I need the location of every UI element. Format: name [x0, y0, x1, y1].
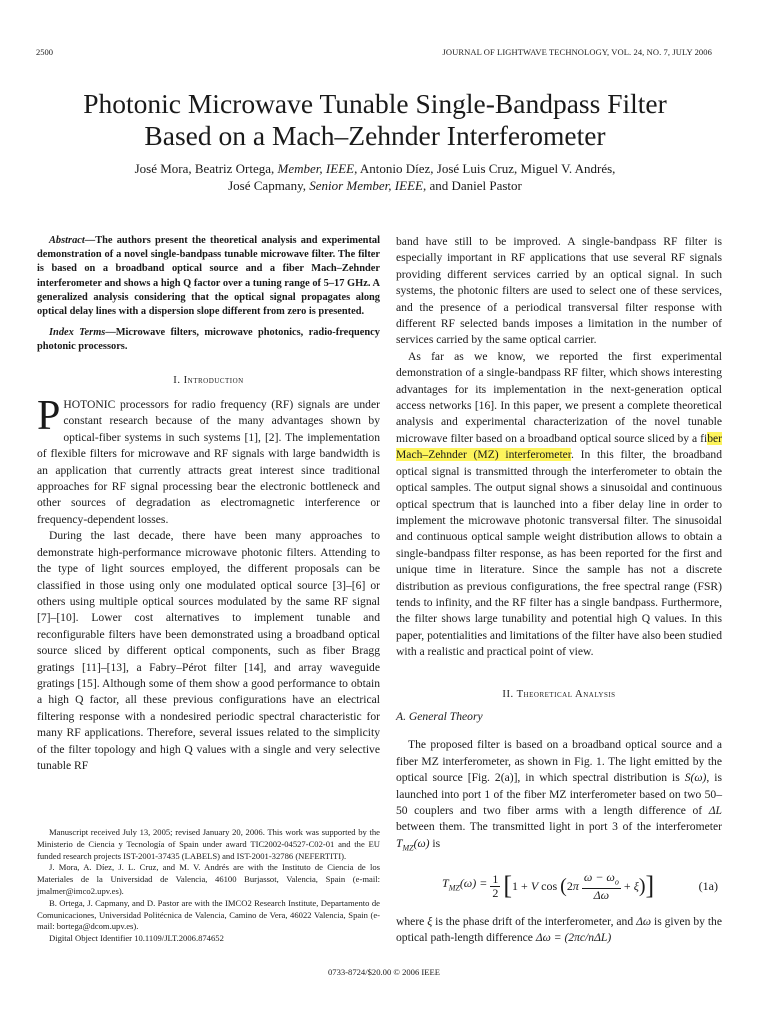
author-title-1: Member, IEEE	[277, 161, 355, 176]
page-number: 2500	[36, 47, 53, 57]
paper-title	[30, 88, 720, 152]
author-names-4: , and Daniel Pastor	[422, 178, 522, 193]
author-line-1	[30, 160, 720, 177]
theory-text-a: The proposed filter is based on a broadband optical source and a fiber MZ interferometer, as shown in Fig. 1. The light emitted by the optical source [Fig. 2(a)], in which spectral distribution is	[396, 738, 722, 785]
equation-number: (1a)	[698, 879, 718, 894]
author-list	[30, 160, 720, 194]
highlighted-text: ber Mach–Zehnder (MZ) interferometer	[396, 431, 722, 462]
section-2-heading: II. Theoretical Analysis	[502, 688, 616, 700]
index-terms-label: Index Terms	[49, 327, 106, 339]
math-spectrum: S(ω)	[684, 771, 707, 785]
intro-paragraph-4	[396, 349, 722, 661]
theory-text-b: , is launched into port 1 of the fiber MZ interferometer based on two 50–50 couplers and two fiber arms with a length difference of	[396, 771, 722, 817]
equation-body: $T_{MZ}(\omega)$ = $\frac{1}{2}$ [ 1 + V cos ( 2 π $\frac{\omega - \omega_o}{\Delta\omega}$ + ξ ) ]	[442, 869, 655, 902]
intro-paragraph-3: band have still to be improved. A single-bandpass RF filter is especially important in RF applications that use several RF signals providing different services carried by an optical signal. In such systems, the photonic filters are used to select one of these services, and the presence of a periodical transversal filter response with different RF selected bands imposes a limitation in the number of services carried by the same optical carrier.	[396, 235, 722, 347]
theory-2-text-c: is given by the optical path-length difference	[396, 914, 722, 945]
author-names-3: José Capmany,	[228, 178, 310, 193]
author-names-2: , Antonio Díez, José Luis Cruz, Miguel V. Andrés,	[354, 161, 616, 176]
left-column	[37, 234, 380, 774]
theory-paragraph-1	[396, 737, 722, 856]
title-line-2: Based on a Mach–Zehnder Interferometer	[144, 120, 606, 151]
intro-paragraph-1	[37, 393, 380, 528]
section-1-heading: I. Introduction	[173, 374, 244, 386]
math-transfer-t: T	[396, 836, 403, 850]
math-delta-omega: Δω	[636, 914, 652, 928]
abstract-text: —The authors present the theoretical analysis and experimental demonstration of a novel single-bandpass tunable microwave filter. The filter is based on a broadband optical source and a fiber Mach–Zehnder interferometer and shows a high Q factor over a tuning range of 5–17 GHz. A generalized analysis considering that the optical signal propagates along optical delay lines with a dispersion slope different from zero is presented.	[37, 235, 380, 318]
footnote-affiliation-2: B. Ortega, J. Capmany, and D. Pastor are with the IMCO2 Research Institute, Departamento de Comunicaciones, Universidad Politécnica de Valencia, Camino de Vera, 46022 Valencia, Spain (e-mail: bortega@dcom.upv.es).	[37, 897, 380, 932]
index-terms	[37, 326, 380, 354]
abstract-label: Abstract	[49, 235, 85, 246]
index-terms-text: —Microwave filters, microwave photonics, radio-frequency photonic processors.	[37, 327, 380, 353]
theory-paragraph-2	[396, 914, 722, 947]
title-line-1: Photonic Microwave Tunable Single-Bandpass Filter	[83, 88, 667, 119]
intro-paragraph-2: During the last decade, there have been many approaches to demonstrate high-performance microwave photonic filters. Attending to the type of light sources employed, the different proposals can be classified in those using only one modulated optical source [3]–[6] or others using multiple optical sources modulated by the same RF signal [7]–[10]. Lower cost alternatives to implement tunable and reconfigurable filters have been demonstrated using a broadband optical source sliced by different optical components, such as fiber Bragg gratings [11]–[13], a Fabry–Pérot filter [14], and array waveguide gratings [15]. Although some of them show a good performance to obtain a high Q factor, all these previous configurations have an electrical filtering response with a nondesired periodic spectral characteristic for many RF applications. Therefore, several issues related to the simplicity of the filter topology and high Q values with a single and very selective tunable RF	[37, 529, 380, 772]
equation-1a	[396, 871, 722, 902]
intro-paragraph-4-text-b: . In this filter, the broadband optical signal is transmitted through the interferometer to obtain the optical samples. The output signal shows a sinusoidal and continuous optical spectrum that is launched into a fiber delay line in order to implement the microwave photonic transversal filter. The sinusoidal and continuous optical sample weight distribution allows to obtain a single-bandpass filter response, as has been reported for the first and unique time in literature. Since the sample has not a discrete distribution as previous configurations, the free spectral range (FSR) tends to infinity, and the RF filter has a single bandpass. Furthermore, the filter shows large tunability and potential high Q values. In this paper, potentialities and limitations of the filter have also been studied with a realistic and practical point of view.	[396, 448, 722, 659]
theory-text-c: between them. The transmitted light in port 3 of the interferometer	[396, 820, 722, 834]
math-transfer	[396, 836, 430, 853]
footnote	[37, 827, 380, 945]
intro-paragraph-4-text-a: As far as we know, we reported the first experimental demonstration of a single-bandpass RF filter, which shows interesting advantages for its implementation in the next-generation optical access networks [16]. In this paper, we present a complete theoretical analysis and experimental characterization of the novel tunable microwave filter based on a broadband optical source sliced by a fi	[396, 349, 722, 445]
drop-cap: P	[37, 393, 61, 440]
theory-2-text-b: is the phase drift of the interferometer, and	[432, 914, 637, 928]
right-column	[396, 234, 722, 947]
author-names-1: José Mora, Beatriz Ortega,	[134, 161, 278, 176]
footnote-affiliation-1: J. Mora, A. Díez, J. L. Cruz, and M. V. Andrés are with the Instituto de Ciencia de los Materiales de la Universidad de Valencia, 46100 Burjassot, Valencia, Spain (e-mail: jmalmer@imco2.upv.es).	[37, 862, 380, 896]
math-transfer-sub: MZ	[402, 843, 414, 853]
math-xi: ξ	[427, 914, 433, 928]
copyright-footer: 0733-8724/$20.00 © 2006 IEEE	[327, 967, 441, 977]
author-line-2	[30, 177, 720, 194]
subsection-a-heading: A. General Theory	[396, 709, 483, 723]
author-title-2: Senior Member, IEEE	[309, 178, 423, 193]
theory-2-text-a: where	[396, 914, 428, 928]
math-transfer-arg: (ω)	[413, 836, 430, 850]
abstract	[37, 234, 380, 319]
journal-header: JOURNAL OF LIGHTWAVE TECHNOLOGY, VOL. 24, NO. 7, JULY 2006	[442, 47, 712, 57]
math-delta-l: ΔL	[708, 804, 722, 817]
theory-text-d: is	[429, 836, 441, 850]
footnote-manuscript: Manuscript received July 13, 2005; revised January 20, 2006. This work was supported by the Ministerio de Ciencia y Tecnología of Spain under award TIC2002-04527-C02-01 and the EU funded research projects IST-2001-37435 (LABELS) and IST-2001-32786 (NEFERTITI).	[37, 827, 380, 861]
math-relation: Δω = (2πc/nΔL)	[535, 931, 612, 945]
footnote-doi: Digital Object Identifier 10.1109/JLT.2006.874652	[49, 933, 224, 944]
intro-paragraph-1-text: HOTONIC processors for radio frequency (RF) signals are under constant research because of the many advantages shown by optical-fiber systems in such systems [1], [2]. The implementation of flexible filters for microwave and RF signals with large bandwidth is an application that currently attracts great interest since traditional approaches for RF signal processing bear the electronic bottleneck and other sources of degradation as electromagnetic interference or frequency-dependent losses.	[37, 398, 380, 526]
